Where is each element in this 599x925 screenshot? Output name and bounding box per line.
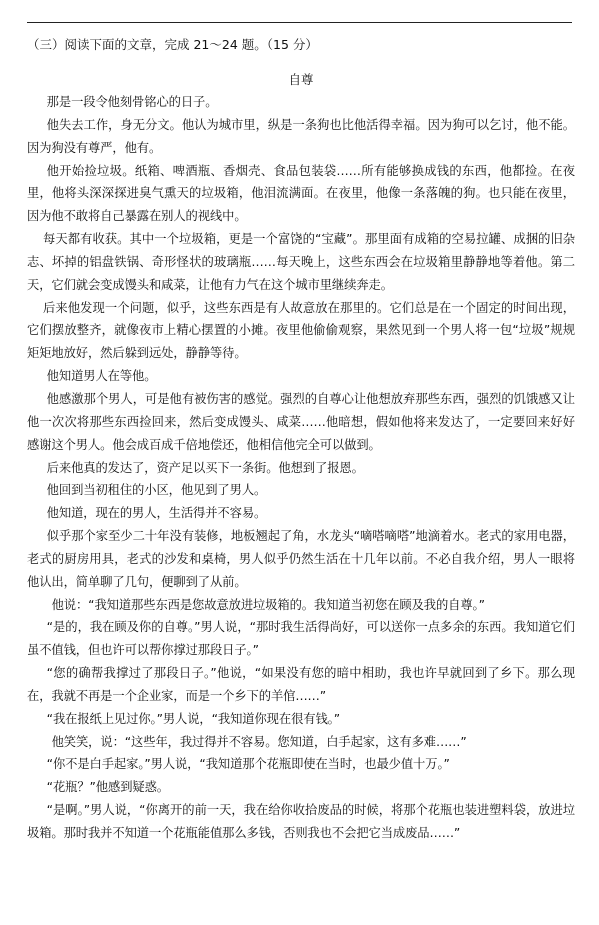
paragraph-3: 他开始捡垃圾。纸箱、啤酒瓶、香烟壳、食品包装袋……所有能够换成钱的东西，他都捡。在夜里，他将头深深探进臭气熏天的垃圾箱，他泪流满面。在夜里，他像一条落魄的狗。也只能在夜里，因为他不敢将自己暴露在别人的视线中。 xyxy=(27,163,575,224)
paragraph-12: 他说：“我知道那些东西是您故意放进垃圾箱的。我知道当初您在顾及我的自尊。” xyxy=(51,597,485,612)
paragraph-9: 他回到当初租住的小区，他见到了男人。 xyxy=(46,483,267,498)
paragraph-6: 他知道男人在等他。 xyxy=(46,369,157,384)
paragraph-1: 那是一段令他刻骨铭心的日子。 xyxy=(46,95,218,109)
paragraph-5: 后来他发现一个问题，似乎，这些东西是有人故意放在那里的。它们总是在一个固定的时间出现，它们摆放整齐，就像夜市上精心摆置的小摊。夜里他偷偷观察，果然见到一个男人将一包“垃圾”规规矩矩地放好，然后躲到远处，静静等待。 xyxy=(27,300,575,361)
paragraph-4: 每天都有收获。其中一个垃圾箱，更是一个富饶的“宝藏”。那里面有成箱的空易拉罐、成捆的旧杂志、坏掉的铝盘铁锅、奇形怪状的玻璃瓶……每天晚上，这些东西会在垃圾箱里静静地等着他。第二天，它们就会变成馒头和咸菜，让他有力气在这个城市里继续奔走。 xyxy=(27,232,575,292)
paragraph-14: “您的确帮我撑过了那段日子。”他说，“如果没有您的暗中相助，我也许早就回到了乡下。那么现在，我就不再是一个企业家，而是一个乡下的羊倌……” xyxy=(27,666,575,703)
reading-section xyxy=(27,34,575,845)
paragraph-11: 似乎那个家至少二十年没有装修，地板翘起了角，水龙头“嘀嗒嘀嗒”地滴着水。老式的家用电器，老式的厨房用具，老式的沙发和桌椅，男人似乎仍然生活在十几年以前。不必自我介绍，男人一眼将他认出，简单聊了几句，便聊到了从前。 xyxy=(27,529,575,589)
paragraph-13: “是的，我在顾及你的自尊。”男人说，“那时我生活得尚好，可以送你一点多余的东西。我知道它们虽不值钱，但也许可以帮你撑过那段日子。” xyxy=(27,620,575,658)
paragraph-17: “你不是白手起家。”男人说，“我知道那个花瓶即使在当时，也最少值十万。” xyxy=(46,757,450,772)
paragraph-8: 后来他真的发达了，资产足以买下一条街。他想到了报恩。 xyxy=(46,460,364,475)
paragraph-16: 他笑笑，说：“这些年，我过得并不容易。您知道，白手起家，这有多难……” xyxy=(51,734,467,749)
paragraph-7: 他感激那个男人，可是他有被伤害的感觉。强烈的自尊心让他想放弃那些东西，强烈的饥饿感又让他一次次将那些东西捡回来，然后变成馒头、咸菜……他暗想，假如他将来发达了，一定要回来好好感谢这个男人。他会成百成千倍地偿还，他相信他完全可以做到。 xyxy=(27,391,575,452)
paragraph-2: 他失去工作，身无分文。他认为城市里，纵是一条狗也比他活得幸福。因为狗可以乞讨，他不能。因为狗没有尊严，他有。 xyxy=(27,117,575,155)
paragraph-19: “是啊。”男人说，“你离开的前一天，我在给你收拾废品的时候，将那个花瓶也装进塑料袋，放进垃圾箱。那时我并不知道一个花瓶能值那么多钱，否则我也不会把它当成废品……” xyxy=(27,803,575,840)
paragraph-10: 他知道，现在的男人，生活得并不容易。 xyxy=(46,506,267,521)
top-divider xyxy=(27,22,572,23)
paragraph-18: “花瓶？”他感到疑惑。 xyxy=(46,780,169,795)
section-header: （三）阅读下面的文章，完成 21～24 题。（15 分） xyxy=(27,37,318,52)
story-title: 自尊 xyxy=(288,72,314,87)
paragraph-15: “我在报纸上见过你。”男人说，“我知道你现在很有钱。” xyxy=(46,711,340,726)
